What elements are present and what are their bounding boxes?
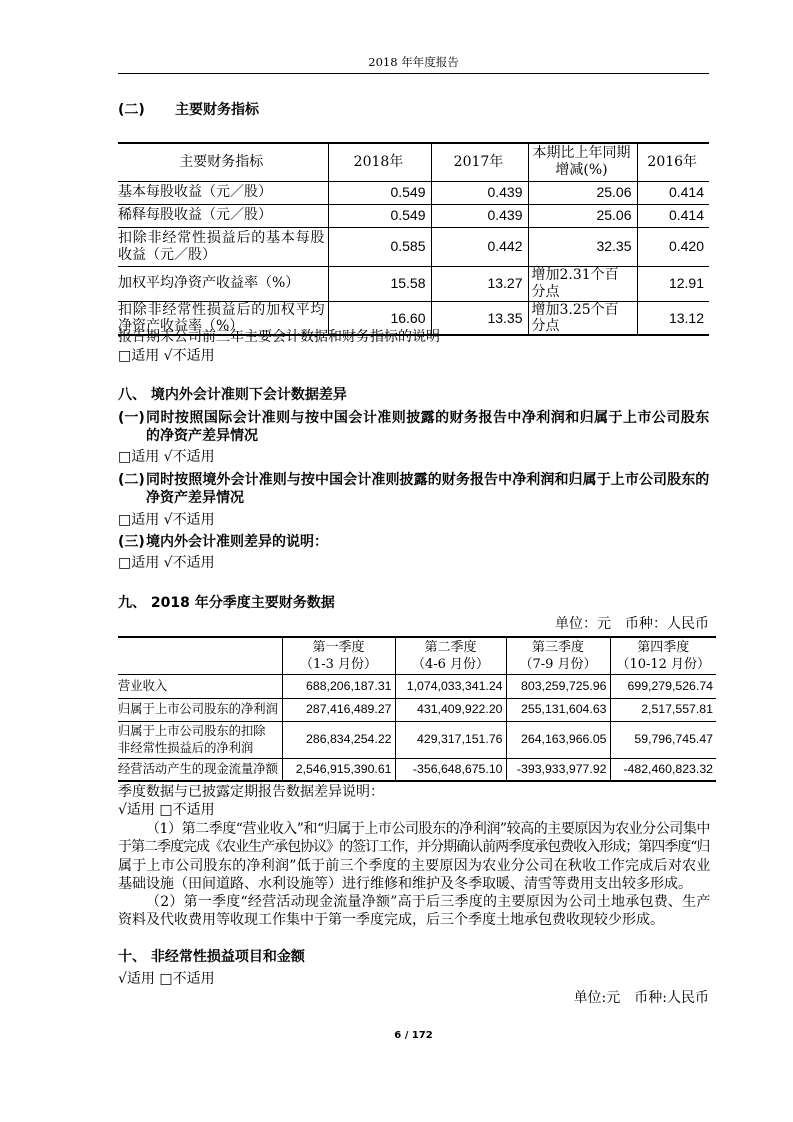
column-header-q3	[506, 637, 610, 674]
section-title: 非经常性损益项目和金额	[150, 949, 305, 965]
value-2016: 12.91	[637, 266, 709, 301]
value-2016: 0.414	[637, 204, 709, 227]
value-q1: 286,834,254.22	[282, 721, 395, 758]
key-indicators-table	[118, 142, 709, 336]
indicators-note: 报告期末公司前三年主要会计数据和财务指标的说明	[118, 329, 440, 345]
value-change: 25.06	[528, 181, 637, 204]
header-rule	[118, 73, 709, 74]
row-label: 归属于上市公司股东的净利润	[118, 698, 282, 721]
value-q3: 803,259,725.96	[506, 674, 610, 698]
value-2017: 0.439	[431, 181, 528, 204]
quarterly-data-table	[118, 636, 716, 782]
section-label: (二)	[118, 102, 145, 118]
explanation-line: （1）第二季度“营业收入”和“归属于上市公司股东的净利润”较高的主要原因为农业分公司集中	[146, 821, 709, 837]
explanation-line: 于第二季度完成《农业生产承包协议》的签订工作，并分期确认前两季度承包费收入形成；第四季度“归	[118, 839, 709, 856]
value-q1: 2,546,915,390.61	[282, 758, 395, 781]
value-q3: -393,933,977.92	[506, 758, 610, 781]
subsection-label: (二)	[118, 472, 145, 488]
value-q1: 688,206,187.31	[282, 674, 395, 698]
subsection-title	[146, 409, 709, 445]
value-2016: 0.420	[637, 227, 709, 266]
row-label-line: 净资产收益率（%）	[118, 317, 244, 334]
explanation-line: 基础设施（田间道路、水利设施等）进行维修和维护及冬季取暖、清雪等费用支出较多形成。	[118, 875, 692, 892]
column-header-item: 主要财务指标	[179, 153, 264, 170]
value-change: 25.06	[528, 204, 637, 227]
table-row	[118, 698, 716, 721]
row-label-line: 扣除非经常性损益后的加权平均	[118, 301, 325, 318]
table-row	[118, 227, 709, 266]
subsection-heading	[118, 471, 709, 507]
value-q2: 1,074,033,341.24	[395, 674, 506, 698]
column-header-2018: 2018年	[328, 143, 431, 181]
quarter-period: （7-9 月份）	[519, 656, 597, 672]
applicability-status: √适用 □不适用	[118, 802, 215, 818]
row-label: 经营活动产生的现金流量净额	[118, 758, 282, 781]
quarterly-explanations	[118, 820, 709, 930]
value-q4: 2,517,557.81	[610, 698, 716, 721]
value-2017: 13.35	[431, 301, 528, 335]
row-label	[118, 721, 282, 758]
section-title: 主要财务指标	[175, 102, 259, 118]
section-number: 八、	[118, 387, 146, 403]
section-heading-key-indicators	[118, 100, 259, 120]
subsection-title-line: 同时按照境外会计准则与按中国会计准则披露的财务报告中净利润和归属于上市公司股东的	[146, 472, 709, 488]
section-heading-quarterly	[118, 593, 335, 613]
value-2017: 0.442	[431, 227, 528, 266]
value-change: 增加2.31个百分点	[528, 266, 637, 301]
value-q4: 59,796,745.47	[610, 721, 716, 758]
applicability-status: □适用 √不适用	[118, 449, 215, 465]
row-label: 营业收入	[118, 674, 282, 698]
row-label-line: 收益（元／股）	[118, 246, 216, 263]
quarter-name: 第四季度	[637, 639, 690, 655]
quarter-name: 第三季度	[531, 639, 584, 655]
applicability-status: □适用 √不适用	[118, 512, 215, 528]
row-label: 基本每股收益（元／股）	[118, 181, 328, 204]
quarterly-diff-note: 季度数据与已披露定期报告数据差异说明：	[118, 784, 384, 800]
table-row	[118, 181, 709, 204]
quarter-period: （4-6 月份）	[411, 656, 490, 672]
explanation-line: 属于上市公司股东的净利润”低于前三个季度的主要原因为农业分公司在秋收工作完成后对农业	[118, 857, 709, 874]
subsection-title-line: 净资产差异情况	[146, 490, 244, 506]
value-2018: 16.60	[328, 301, 431, 335]
unit-currency-label: 单位:元 币种:人民币	[573, 990, 709, 1006]
value-q4: -482,460,823.32	[610, 758, 716, 781]
table-row	[118, 758, 716, 781]
quarter-name: 第二季度	[424, 639, 477, 655]
row-label	[118, 227, 328, 266]
column-header-2017: 2017年	[431, 143, 528, 181]
value-q3: 264,163,966.05	[506, 721, 610, 758]
quarter-name: 第一季度	[312, 639, 365, 655]
column-header-change-line: 增减(%)	[555, 162, 608, 179]
table-header-row	[118, 143, 709, 181]
explanation-line: （2）第一季度“经营活动现金流量净额”高于后三季度的主要原因为公司土地承包费、生产	[146, 894, 709, 911]
subsection-title-line: 同时按照国际会计准则与按中国会计准则披露的财务报告中净利润和归属于上市公司股东	[146, 410, 709, 426]
subsection-title	[146, 533, 709, 551]
value-2018: 0.549	[328, 204, 431, 227]
value-2017: 0.439	[431, 204, 528, 227]
value-2017: 13.27	[431, 266, 528, 301]
applicability-status: √适用 □不适用	[118, 971, 215, 987]
value-q4: 699,279,526.74	[610, 674, 716, 698]
unit-currency-label: 单位：元 币种：人民币	[555, 616, 709, 632]
subsection-title-line: 的净资产差异情况	[146, 428, 258, 444]
value-2016: 13.12	[637, 301, 709, 335]
row-label-line: 归属于上市公司股东的扣除	[118, 723, 266, 738]
table-row	[118, 204, 709, 227]
quarter-period: （10-12 月份）	[616, 656, 711, 672]
value-q2: -356,648,675.10	[395, 758, 506, 781]
applicability-status: □适用 √不适用	[118, 555, 215, 571]
table-row	[118, 674, 716, 698]
section-number: 十、	[118, 949, 146, 965]
table-header-row	[118, 637, 716, 674]
column-header-q1	[282, 637, 395, 674]
column-header-q4	[610, 637, 716, 674]
value-q1: 287,416,489.27	[282, 698, 395, 721]
column-header-q2	[395, 637, 506, 674]
applicability-status: □适用 √不适用	[118, 348, 215, 364]
value-change: 增加3.25个百分点	[528, 301, 637, 335]
subsection-heading	[118, 533, 709, 551]
section-title: 境内外会计准则下会计数据差异	[150, 387, 347, 403]
subsection-heading	[118, 409, 709, 445]
table-row	[118, 266, 709, 301]
value-q2: 431,409,922.20	[395, 698, 506, 721]
section-title: 2018 年分季度主要财务数据	[150, 595, 335, 611]
value-2018: 15.58	[328, 266, 431, 301]
value-2016: 0.414	[637, 181, 709, 204]
column-header-empty	[118, 637, 282, 674]
value-2018: 0.549	[328, 181, 431, 204]
explanation-line: 资料及代收费用等收现工作集中于第一季度完成，后三个季度土地承包费收现较少形成。	[118, 912, 664, 929]
quarter-period: （1-3 月份）	[299, 656, 378, 672]
section-heading-standard-differences	[118, 385, 347, 405]
section-number: 九、	[118, 595, 146, 611]
running-header: 2018 年年度报告	[368, 55, 459, 69]
subsection-label: (一)	[118, 410, 145, 426]
column-header-change-line: 本期比上年同期	[532, 145, 631, 162]
subsection-title-line: 境内外会计准则差异的说明：	[146, 534, 328, 550]
column-header-change	[528, 143, 637, 181]
row-label: 稀释每股收益（元／股）	[118, 204, 328, 227]
row-label-line: 非经常性损益后的净利润	[118, 740, 254, 755]
value-q3: 255,131,604.63	[506, 698, 610, 721]
value-change: 32.35	[528, 227, 637, 266]
subsection-title	[146, 471, 709, 507]
value-2018: 0.585	[328, 227, 431, 266]
page-number: 6 / 172	[394, 1030, 433, 1041]
section-heading-non-recurring	[118, 947, 305, 967]
subsection-label: (三)	[118, 534, 145, 550]
column-header-2016: 2016年	[637, 143, 709, 181]
row-label-line: 扣除非经常性损益后的基本每股	[118, 229, 325, 246]
row-label: 加权平均净资产收益率（%）	[118, 266, 328, 301]
value-q2: 429,317,151.76	[395, 721, 506, 758]
table-row	[118, 721, 716, 758]
